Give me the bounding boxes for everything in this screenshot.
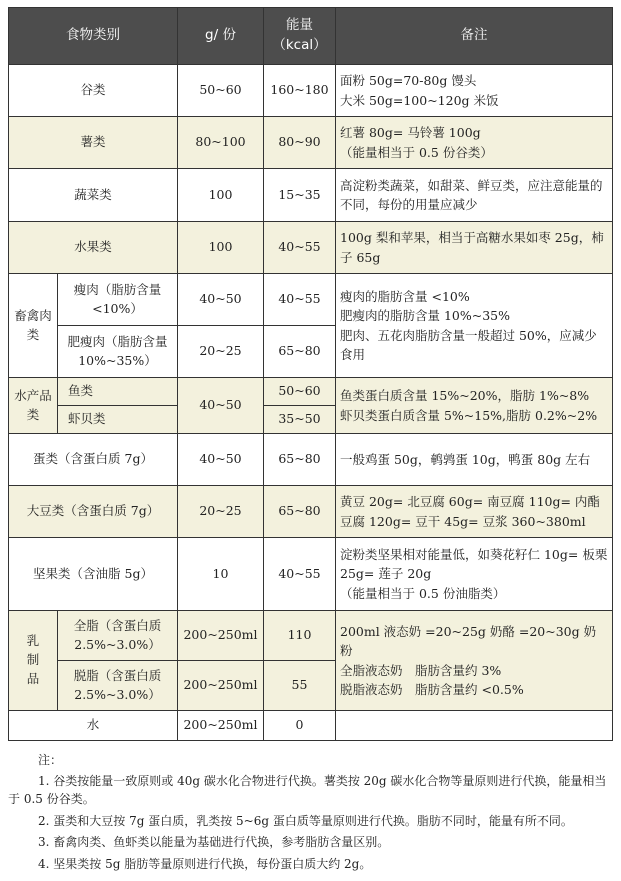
row-energy: 65~80 <box>264 434 336 486</box>
table-row-nut <box>9 538 613 611</box>
row-name: 瘦肉（脂肪含量 <10%） <box>58 274 178 326</box>
header-grams: g/ 份 <box>178 8 264 65</box>
row-name: 水 <box>9 711 178 741</box>
row-note: 高淀粉类蔬菜，如甜菜、鲜豆类，应注意能量的不同，每份的用量应减少 <box>336 169 613 222</box>
row-energy: 50~60 <box>264 378 336 406</box>
group-dairy: 乳 制 品 <box>9 611 58 711</box>
group-meat: 畜禽肉类 <box>9 274 58 378</box>
row-energy: 0 <box>264 711 336 741</box>
row-note: 面粉 50g=70-80g 馒头 大米 50g=100~120g 米饭 <box>336 65 613 117</box>
row-note <box>336 711 613 741</box>
table-row-fruit <box>9 222 613 274</box>
food-exchange-table <box>8 7 613 741</box>
row-note: 100g 梨和苹果，相当于高糖水果如枣 25g，柿子 65g <box>336 222 613 274</box>
footnote-1: 1. 谷类按能量一致原则或 40g 碳水化合物进行代换。薯类按 20g 碳水化合物等量原则进行代换，能量相当于 0.5 份谷类。 <box>8 773 607 807</box>
row-energy: 65~80 <box>264 486 336 538</box>
row-note: 瘦肉的脂肪含量 <10% 肥瘦肉的脂肪含量 10%~35% 肥肉、五花肉脂肪含量一般超过 50%，应减少食用 <box>336 274 613 378</box>
row-name: 水果类 <box>9 222 178 274</box>
row-name: 蔬菜类 <box>9 169 178 222</box>
header-energy-label: 能量 <box>286 17 313 34</box>
row-grams: 10 <box>178 538 264 611</box>
row-grams: 50~60 <box>178 65 264 117</box>
row-energy: 40~55 <box>264 274 336 326</box>
row-energy: 65~80 <box>264 326 336 378</box>
row-grams: 100 <box>178 169 264 222</box>
row-grams: 200~250ml <box>178 661 264 711</box>
row-grams: 80~100 <box>178 117 264 169</box>
group-aquatic: 水产品类 <box>9 378 58 434</box>
row-name: 脱脂（含蛋白质 2.5%~3.0%） <box>58 661 178 711</box>
row-grams: 20~25 <box>178 326 264 378</box>
row-name: 虾贝类 <box>58 406 178 434</box>
table-header-row <box>9 8 613 65</box>
row-name: 肥瘦肉（脂肪含量 10%~35%） <box>58 326 178 378</box>
footnote-4: 4. 坚果类按 5g 脂肪等量原则进行代换，每份蛋白质大约 2g。 <box>38 856 372 871</box>
row-grams: 40~50 <box>178 434 264 486</box>
header-remark: 备注 <box>336 8 613 65</box>
row-name: 谷类 <box>9 65 178 117</box>
row-grams: 200~250ml <box>178 711 264 741</box>
table-row-water <box>9 711 613 741</box>
row-note: 鱼类蛋白质含量 15%~20%，脂肪 1%~8% 虾贝类蛋白质含量 5%~15%,脂肪 0.2%~2% <box>336 378 613 434</box>
row-note: 黄豆 20g= 北豆腐 60g= 南豆腐 110g= 内酯豆腐 120g= 豆干 45g= 豆浆 360~380ml <box>336 486 613 538</box>
row-energy: 35~50 <box>264 406 336 434</box>
table-row-dairy-full <box>9 611 613 661</box>
row-energy: 15~35 <box>264 169 336 222</box>
header-energy <box>264 8 336 65</box>
row-energy: 40~55 <box>264 222 336 274</box>
row-energy: 110 <box>264 611 336 661</box>
row-energy: 160~180 <box>264 65 336 117</box>
row-note: 红薯 80g= 马铃薯 100g （能量相当于 0.5 份谷类） <box>336 117 613 169</box>
table-row-tuber <box>9 117 613 169</box>
row-note: 淀粉类坚果相对能量低，如葵花籽仁 10g= 板栗 25g= 莲子 20g （能量相当于 0.5 份油脂类） <box>336 538 613 611</box>
row-note: 一般鸡蛋 50g，鹌鹑蛋 10g，鸭蛋 80g 左右 <box>336 434 613 486</box>
row-grams: 40~50 <box>178 274 264 326</box>
footnote-3: 3. 畜禽肉类、鱼虾类以能量为基础进行代换，参考脂肪含量区别。 <box>38 835 390 850</box>
row-name: 薯类 <box>9 117 178 169</box>
row-energy: 55 <box>264 661 336 711</box>
row-name: 全脂（含蛋白质 2.5%~3.0%） <box>58 611 178 661</box>
table-row-grain <box>9 65 613 117</box>
row-grams: 200~250ml <box>178 611 264 661</box>
row-note: 200ml 液态奶 =20~25g 奶酪 =20~30g 奶粉 全脂液态奶 脂肪含量约 3% 脱脂液态奶 脂肪含量约 <0.5% <box>336 611 613 711</box>
row-energy: 80~90 <box>264 117 336 169</box>
row-name: 鱼类 <box>58 378 178 406</box>
row-name: 蛋类（含蛋白质 7g） <box>9 434 178 486</box>
row-grams: 40~50 <box>178 378 264 434</box>
row-grams: 100 <box>178 222 264 274</box>
footnotes <box>8 751 612 877</box>
header-energy-unit: （kcal） <box>272 37 327 53</box>
table-row-fish <box>9 378 613 406</box>
footnotes-heading: 注： <box>38 753 63 767</box>
table-row-vegetable <box>9 169 613 222</box>
row-name: 坚果类（含油脂 5g） <box>9 538 178 611</box>
table-row-egg <box>9 434 613 486</box>
table-row-soy <box>9 486 613 538</box>
footnote-2: 2. 蛋类和大豆按 7g 蛋白质，乳类按 5~6g 蛋白质等量原则进行代换。脂肪不同时，能量有所不同。 <box>38 813 573 828</box>
row-name: 大豆类（含蛋白质 7g） <box>9 486 178 538</box>
row-energy: 40~55 <box>264 538 336 611</box>
table-row-lean-meat <box>9 274 613 326</box>
header-category: 食物类别 <box>9 8 178 65</box>
row-grams: 20~25 <box>178 486 264 538</box>
